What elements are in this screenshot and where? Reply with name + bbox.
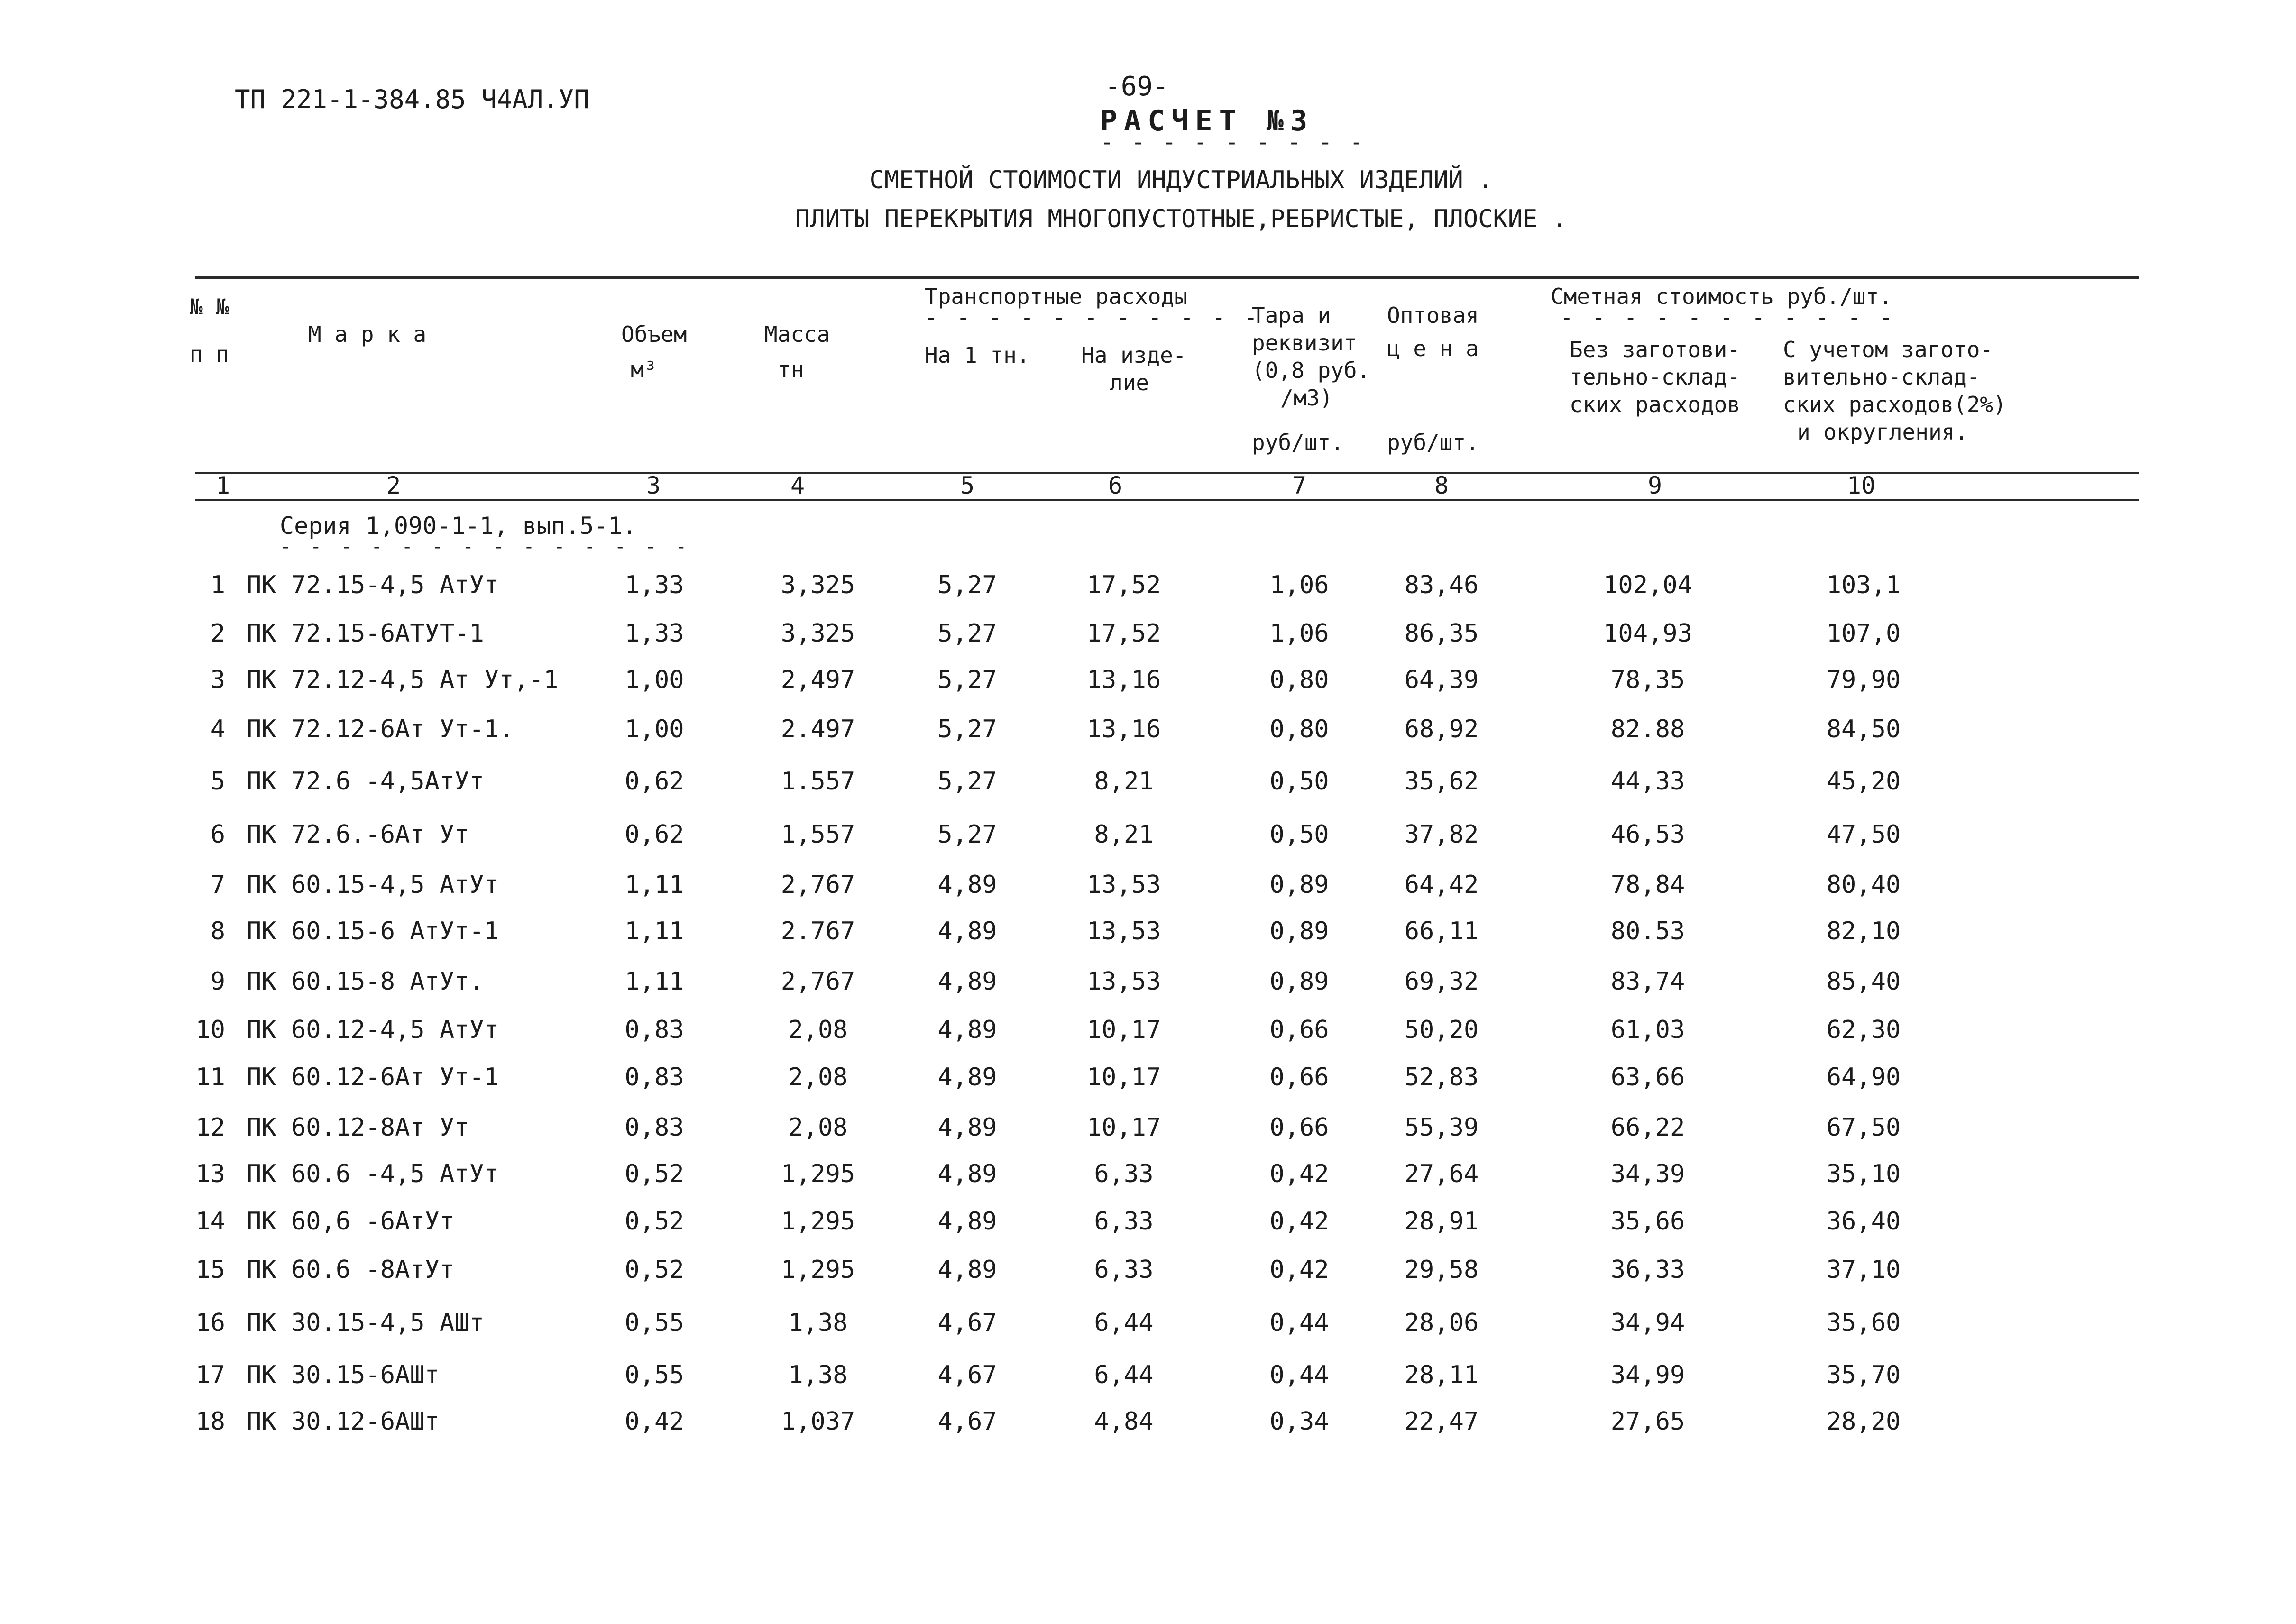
row-wholesale-price: 66,11 [1404,917,1479,945]
row-mark: ПК 72.15-4,5 АтУт [247,571,499,599]
row-transport-per-item: 13,53 [1086,967,1161,996]
row-number: 11 [195,1063,225,1092]
row-cost-without-overhead: 80.53 [1610,917,1685,945]
row-volume: 1,11 [625,871,684,899]
row-cost-without-overhead: 63,66 [1610,1063,1685,1092]
row-tare: 0,89 [1269,871,1329,899]
row-mark: ПК 30.12-6АШт [247,1407,440,1436]
row-transport-per-item: 4,84 [1094,1407,1154,1436]
row-tare: 0,34 [1269,1407,1329,1436]
col10-header-line3: ских расходов(2%) [1783,392,2006,417]
row-mark: ПК 60.12-6Ат Ут-1 [247,1063,499,1092]
row-cost-with-overhead: 79,90 [1826,666,1901,694]
row-mark: ПК 60.6 -4,5 АтУт [247,1160,499,1188]
row-mass: 2,08 [788,1016,848,1044]
transport-group-dashes: - - - - - - - - - - - [925,304,1260,330]
row-number: 6 [210,820,225,849]
row-transport-per-item: 6,44 [1094,1361,1154,1389]
col9-header-line3: ских расходов [1570,392,1741,417]
row-transport-per-item: 17,52 [1086,619,1161,648]
row-mass: 1,037 [781,1407,855,1436]
row-cost-without-overhead: 104,93 [1603,619,1692,648]
row-wholesale-price: 37,82 [1404,820,1479,849]
row-cost-with-overhead: 62,30 [1826,1016,1901,1044]
row-mass: 1,38 [788,1309,848,1337]
row-mark: ПК 60.15-6 АтУт-1 [247,917,499,945]
row-mass: 2.497 [781,715,855,743]
col9-header-line2: тельно-склад- [1570,364,1741,390]
row-transport-per-ton: 4,89 [937,871,997,899]
col4-header-line2: тн [778,357,804,382]
row-mass: 1,38 [788,1361,848,1389]
cost-group-header: Сметная стоимость руб./шт. [1551,284,1892,309]
row-wholesale-price: 52,83 [1404,1063,1479,1092]
row-transport-per-item: 6,33 [1094,1256,1154,1284]
row-transport-per-item: 13,53 [1086,917,1161,945]
col7-header-line3: (0,8 руб. [1252,358,1370,383]
row-volume: 1,11 [625,967,684,996]
row-transport-per-ton: 4,89 [937,1063,997,1092]
row-cost-with-overhead: 35,70 [1826,1361,1901,1389]
column-number: 7 [1292,472,1307,499]
col8-unit: руб/шт. [1387,430,1479,455]
row-number: 3 [210,666,225,694]
row-transport-per-ton: 5,27 [937,571,997,599]
row-mass: 1,295 [781,1160,855,1188]
row-volume: 0,52 [625,1160,684,1188]
row-cost-without-overhead: 61,03 [1610,1016,1685,1044]
col9-header-line1: Без заготови- [1570,337,1741,362]
transport-group-header: Транспортные расходы [925,284,1187,309]
row-transport-per-item: 13,53 [1086,871,1161,899]
row-tare: 0,89 [1269,917,1329,945]
row-transport-per-ton: 5,27 [937,767,997,796]
row-tare: 0,66 [1269,1016,1329,1044]
row-cost-without-overhead: 44,33 [1610,767,1685,796]
row-volume: 0,52 [625,1256,684,1284]
row-cost-with-overhead: 103,1 [1826,571,1901,599]
table-top-rule [195,276,2139,279]
row-wholesale-price: 69,32 [1404,967,1479,996]
row-transport-per-item: 10,17 [1086,1063,1161,1092]
row-mark: ПК 60.12-8Ат Ут [247,1113,469,1142]
row-wholesale-price: 29,58 [1404,1256,1479,1284]
row-mark: ПК 60.15-4,5 АтУт [247,871,499,899]
col4-header-line1: Масса [764,321,830,347]
row-number: 1 [210,571,225,599]
row-cost-without-overhead: 27,65 [1610,1407,1685,1436]
row-cost-without-overhead: 34,99 [1610,1361,1685,1389]
row-tare: 0,80 [1269,715,1329,743]
row-volume: 0,52 [625,1207,684,1236]
row-tare: 0,89 [1269,967,1329,996]
row-transport-per-ton: 4,89 [937,917,997,945]
row-mass: 3,325 [781,571,855,599]
row-mass: 1,295 [781,1207,855,1236]
row-number: 12 [195,1113,225,1142]
row-wholesale-price: 28,91 [1404,1207,1479,1236]
row-transport-per-item: 13,16 [1086,715,1161,743]
row-wholesale-price: 50,20 [1404,1016,1479,1044]
col10-header-line2: вительно-склад- [1783,364,1980,390]
row-tare: 0,50 [1269,820,1329,849]
row-volume: 1,00 [625,715,684,743]
column-number: 2 [386,472,401,499]
row-mass: 2,08 [788,1063,848,1092]
row-volume: 0,55 [625,1309,684,1337]
col6-header-line2: лие [1110,370,1149,395]
column-number: 10 [1846,472,1876,499]
row-tare: 1,06 [1269,571,1329,599]
row-mark: ПК 30.15-6АШт [247,1361,440,1389]
row-wholesale-price: 28,06 [1404,1309,1479,1337]
row-number: 8 [210,917,225,945]
row-mark: ПК 72.12-4,5 Ат Ут,-1 [247,666,559,694]
col10-header-line1: С учетом загото- [1783,337,1993,362]
subtitle-slabs: ПЛИТЫ ПЕРЕКРЫТИЯ МНОГОПУСТОТНЫЕ,РЕБРИСТЫЕ, ПЛОСКИЕ . [795,205,1567,233]
row-mark: ПК 60,6 -6АтУт [247,1207,455,1236]
series-label: Серия 1,090-1-1, вып.5-1. [280,512,637,540]
row-cost-with-overhead: 85,40 [1826,967,1901,996]
col1-header-line1: № № [190,294,230,320]
row-transport-per-item: 6,44 [1094,1309,1154,1337]
row-cost-with-overhead: 64,90 [1826,1063,1901,1092]
row-wholesale-price: 55,39 [1404,1113,1479,1142]
row-wholesale-price: 68,92 [1404,715,1479,743]
row-number: 7 [210,871,225,899]
row-transport-per-ton: 5,27 [937,715,997,743]
row-mass: 3,325 [781,619,855,648]
row-cost-with-overhead: 28,20 [1826,1407,1901,1436]
page-number: -69- [1105,71,1169,102]
subtitle-cost: СМЕТНОЙ СТОИМОСТИ ИНДУСТРИАЛЬНЫХ ИЗДЕЛИЙ . [869,166,1493,194]
col10-header-line4: и округления. [1797,419,1968,445]
cost-group-dashes: - - - - - - - - - - - [1560,304,1896,330]
row-volume: 0,55 [625,1361,684,1389]
row-transport-per-item: 10,17 [1086,1016,1161,1044]
row-cost-with-overhead: 84,50 [1826,715,1901,743]
row-tare: 1,06 [1269,619,1329,648]
col3-header-line2: м³ [631,357,657,382]
row-number: 4 [210,715,225,743]
row-transport-per-ton: 4,89 [937,1016,997,1044]
row-mark: ПК 60.12-4,5 АтУт [247,1016,499,1044]
row-transport-per-ton: 4,89 [937,1207,997,1236]
row-cost-with-overhead: 67,50 [1826,1113,1901,1142]
row-number: 9 [210,967,225,996]
document-code: ТП 221-1-384.85 Ч4АЛ.УП [235,84,589,114]
row-transport-per-ton: 4,67 [937,1361,997,1389]
column-number: 1 [215,472,230,499]
row-transport-per-ton: 4,89 [937,1256,997,1284]
calculation-title: РАСЧЕТ №3 [1100,104,1314,138]
row-transport-per-ton: 4,67 [937,1309,997,1337]
row-number: 2 [210,619,225,648]
row-number: 5 [210,767,225,796]
row-cost-with-overhead: 35,10 [1826,1160,1901,1188]
row-tare: 0,66 [1269,1063,1329,1092]
row-transport-per-item: 17,52 [1086,571,1161,599]
row-wholesale-price: 64,39 [1404,666,1479,694]
row-transport-per-ton: 4,67 [937,1407,997,1436]
row-cost-with-overhead: 107,0 [1826,619,1901,648]
row-number: 18 [195,1407,225,1436]
row-cost-without-overhead: 34,94 [1610,1309,1685,1337]
row-cost-without-overhead: 35,66 [1610,1207,1685,1236]
row-cost-without-overhead: 102,04 [1603,571,1692,599]
row-number: 15 [195,1256,225,1284]
row-wholesale-price: 64,42 [1404,871,1479,899]
row-cost-without-overhead: 34,39 [1610,1160,1685,1188]
col7-unit: руб/шт. [1252,430,1344,455]
column-number: 6 [1108,472,1123,499]
row-mass: 2,497 [781,666,855,694]
row-volume: 1,00 [625,666,684,694]
row-cost-without-overhead: 82.88 [1610,715,1685,743]
col7-header-line2: реквизит [1252,330,1357,356]
row-cost-with-overhead: 35,60 [1826,1309,1901,1337]
col7-header-line1: Тара и [1252,303,1331,328]
row-cost-without-overhead: 78,84 [1610,871,1685,899]
row-tare: 0,42 [1269,1207,1329,1236]
row-number: 14 [195,1207,225,1236]
row-volume: 0,83 [625,1016,684,1044]
row-transport-per-ton: 5,27 [937,619,997,648]
row-tare: 0,42 [1269,1256,1329,1284]
row-transport-per-item: 8,21 [1094,820,1154,849]
row-mass: 1.557 [781,767,855,796]
row-transport-per-ton: 4,89 [937,1113,997,1142]
row-wholesale-price: 28,11 [1404,1361,1479,1389]
row-transport-per-ton: 4,89 [937,1160,997,1188]
col6-header-line1: На изде- [1081,342,1186,368]
col8-header-line2: ц е н а [1387,336,1479,361]
col8-header-line1: Оптовая [1387,303,1479,328]
row-mass: 1,295 [781,1256,855,1284]
row-volume: 0,83 [625,1063,684,1092]
row-wholesale-price: 83,46 [1404,571,1479,599]
row-volume: 1,11 [625,917,684,945]
column-number: 5 [960,472,975,499]
col5-header: На 1 тн. [925,342,1030,368]
row-transport-per-item: 8,21 [1094,767,1154,796]
column-number: 4 [790,472,805,499]
col7-header-line4: /м3) [1280,385,1333,411]
row-wholesale-price: 86,35 [1404,619,1479,648]
column-number: 9 [1647,472,1662,499]
row-cost-with-overhead: 80,40 [1826,871,1901,899]
row-transport-per-item: 6,33 [1094,1207,1154,1236]
row-tare: 0,44 [1269,1361,1329,1389]
col1-header-line2: п п [190,341,230,367]
row-wholesale-price: 35,62 [1404,767,1479,796]
row-transport-per-item: 10,17 [1086,1113,1161,1142]
row-cost-without-overhead: 66,22 [1610,1113,1685,1142]
row-cost-without-overhead: 46,53 [1610,820,1685,849]
row-tare: 0,80 [1269,666,1329,694]
row-volume: 0,62 [625,767,684,796]
row-volume: 1,33 [625,619,684,648]
row-cost-with-overhead: 82,10 [1826,917,1901,945]
row-mark: ПК 72.12-6Ат Ут-1. [247,715,514,743]
calculation-title-underline: - - - - - - - - - [1100,129,1366,156]
row-volume: 0,83 [625,1113,684,1142]
column-number: 3 [646,472,661,499]
row-cost-with-overhead: 37,10 [1826,1256,1901,1284]
row-mark: ПК 60.15-8 АтУт. [247,967,484,996]
row-mass: 1,557 [781,820,855,849]
row-number: 16 [195,1309,225,1337]
row-mark: ПК 72.6.-6Ат Ут [247,820,469,849]
row-wholesale-price: 27,64 [1404,1160,1479,1188]
row-cost-with-overhead: 36,40 [1826,1207,1901,1236]
row-mark: ПК 72.6 -4,5АтУт [247,767,484,796]
row-transport-per-ton: 5,27 [937,820,997,849]
row-mark: ПК 30.15-4,5 АШт [247,1309,484,1337]
row-tare: 0,42 [1269,1160,1329,1188]
row-mass: 2,08 [788,1113,848,1142]
row-cost-without-overhead: 36,33 [1610,1256,1685,1284]
row-mass: 2,767 [781,967,855,996]
column-numbers-bottom-rule [195,499,2139,501]
row-tare: 0,50 [1269,767,1329,796]
row-transport-per-item: 6,33 [1094,1160,1154,1188]
row-transport-per-ton: 4,89 [937,967,997,996]
series-underline: - - - - - - - - - - - - - - [280,536,691,558]
col2-header: М а р к а [308,321,427,347]
row-tare: 0,44 [1269,1309,1329,1337]
row-mass: 2,767 [781,871,855,899]
row-number: 13 [195,1160,225,1188]
row-tare: 0,66 [1269,1113,1329,1142]
row-wholesale-price: 22,47 [1404,1407,1479,1436]
row-cost-with-overhead: 45,20 [1826,767,1901,796]
row-transport-per-ton: 5,27 [937,666,997,694]
row-cost-without-overhead: 78,35 [1610,666,1685,694]
row-mark: ПК 60.6 -8АтУт [247,1256,455,1284]
row-mark: ПК 72.15-6АТУТ-1 [247,619,484,648]
row-mass: 2.767 [781,917,855,945]
col3-header-line1: Объем [621,321,687,347]
row-volume: 0,62 [625,820,684,849]
row-transport-per-item: 13,16 [1086,666,1161,694]
row-cost-with-overhead: 47,50 [1826,820,1901,849]
row-volume: 1,33 [625,571,684,599]
row-volume: 0,42 [625,1407,684,1436]
row-cost-without-overhead: 83,74 [1610,967,1685,996]
row-number: 10 [195,1016,225,1044]
column-number: 8 [1434,472,1449,499]
row-number: 17 [195,1361,225,1389]
